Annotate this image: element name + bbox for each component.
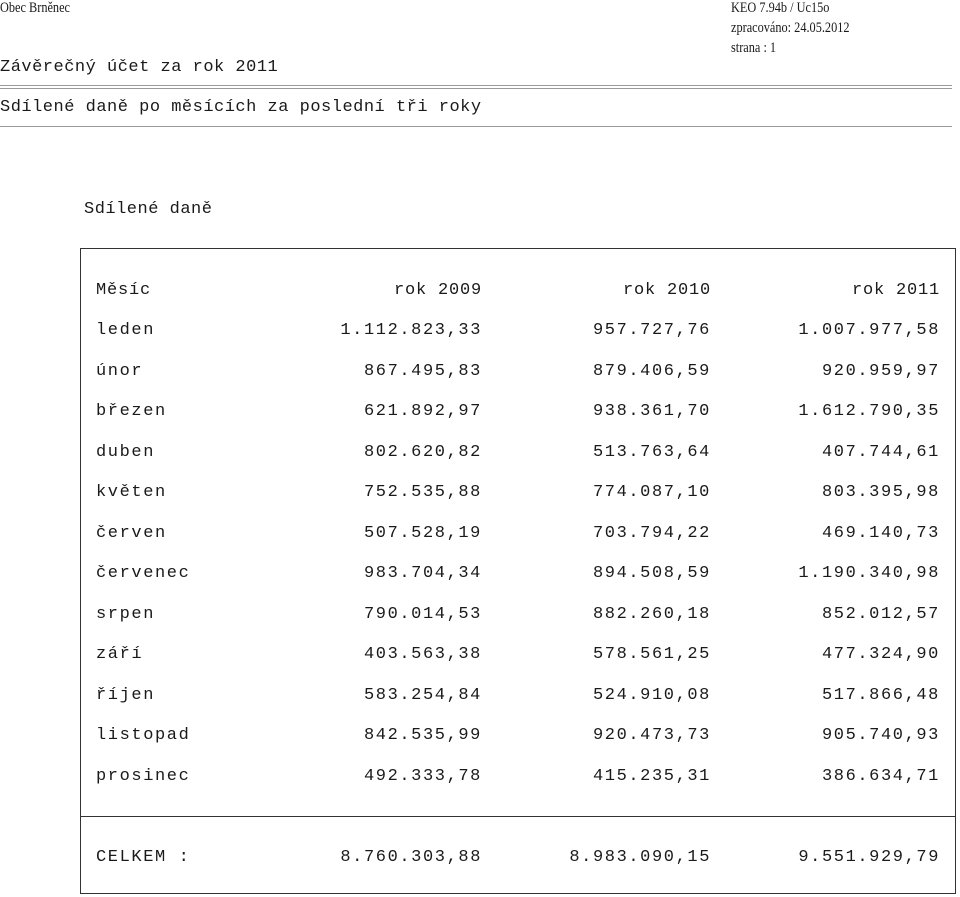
table-row [96, 443, 940, 467]
value-2009: 1.112.823,33 [340, 321, 482, 340]
document-subtitle: Sdílené daně po měsících za poslední tři roky [0, 98, 482, 117]
total-2010: 8.983.090,15 [569, 848, 711, 867]
divider-line [0, 88, 952, 89]
value-2011: 477.324,90 [821, 645, 940, 664]
month-name: únor [96, 361, 144, 381]
table-row [96, 605, 940, 629]
total-2009: 8.760.303,88 [340, 848, 482, 867]
page-number: strana : 1 [731, 40, 777, 56]
month-name: září [96, 645, 144, 664]
processed-date: zpracováno: 24.05.2012 [731, 20, 850, 36]
month-name: prosinec [96, 766, 191, 786]
column-header-2011: rok 2011 [851, 281, 940, 300]
table-row [96, 564, 940, 588]
value-2010: 578.561,25 [592, 645, 711, 664]
value-2011: 852.012,57 [821, 604, 940, 624]
column-header-2009: rok 2009 [393, 281, 482, 300]
value-2011: 386.634,71 [821, 766, 940, 786]
value-2011: 920.959,97 [821, 361, 940, 381]
total-2011: 9.551.929,79 [798, 848, 940, 867]
month-name: leden [96, 321, 156, 340]
value-2011: 469.140,73 [821, 523, 940, 543]
value-2011: 407.744,61 [821, 442, 940, 462]
month-name: srpen [96, 604, 156, 624]
value-2009: 983.704,34 [363, 564, 482, 583]
table-row [96, 362, 940, 386]
value-2009: 790.014,53 [363, 604, 482, 624]
month-name: červenec [96, 564, 191, 583]
month-name: červen [96, 523, 167, 543]
value-2011: 1.612.790,35 [798, 402, 940, 421]
value-2011: 1.007.977,58 [798, 321, 940, 340]
document-title: Závěrečný účet za rok 2011 [0, 58, 279, 77]
table-row [96, 686, 940, 710]
value-2010: 882.260,18 [592, 604, 711, 624]
value-2010: 513.763,64 [592, 442, 711, 462]
table-row [96, 524, 940, 548]
value-2009: 621.892,97 [363, 402, 482, 421]
table-row [96, 645, 940, 669]
value-2009: 403.563,38 [363, 645, 482, 664]
value-2009: 867.495,83 [363, 361, 482, 381]
divider-line [0, 126, 952, 127]
value-2010: 920.473,73 [592, 726, 711, 745]
value-2010: 415.235,31 [592, 766, 711, 786]
table-header-row [96, 281, 940, 305]
program-version: KEO 7.94b / Uc15o [731, 0, 830, 16]
value-2010: 894.508,59 [592, 564, 711, 583]
table-row [96, 402, 940, 426]
value-2010: 938.361,70 [592, 402, 711, 421]
value-2010: 774.087,10 [592, 483, 711, 502]
table-total-row [96, 848, 940, 872]
month-name: březen [96, 402, 167, 421]
table-row [96, 726, 940, 750]
section-heading: Sdílené daně [84, 200, 213, 219]
value-2009: 492.333,78 [363, 766, 482, 786]
divider-line [0, 85, 952, 86]
value-2011: 517.866,48 [821, 685, 940, 705]
table-total-divider [80, 816, 956, 817]
value-2009: 752.535,88 [363, 483, 482, 502]
value-2011: 1.190.340,98 [798, 564, 940, 583]
value-2010: 957.727,76 [592, 321, 711, 340]
value-2011: 803.395,98 [821, 483, 940, 502]
month-name: listopad [96, 726, 191, 745]
value-2009: 507.528,19 [363, 523, 482, 543]
column-header-month: Měsíc [96, 281, 152, 300]
month-name: duben [96, 442, 156, 462]
value-2009: 583.254,84 [363, 685, 482, 705]
value-2009: 802.620,82 [363, 442, 482, 462]
value-2010: 703.794,22 [592, 523, 711, 543]
month-name: říjen [96, 685, 156, 705]
total-label: CELKEM : [96, 848, 191, 867]
organization-name: Obec Brněnec [0, 0, 71, 16]
table-row [96, 767, 940, 791]
month-name: květen [96, 483, 167, 502]
table-row [96, 483, 940, 507]
table-row [96, 321, 940, 345]
value-2010: 524.910,08 [592, 685, 711, 705]
value-2009: 842.535,99 [363, 726, 482, 745]
value-2011: 905.740,93 [821, 726, 940, 745]
value-2010: 879.406,59 [592, 361, 711, 381]
column-header-2010: rok 2010 [622, 281, 711, 300]
